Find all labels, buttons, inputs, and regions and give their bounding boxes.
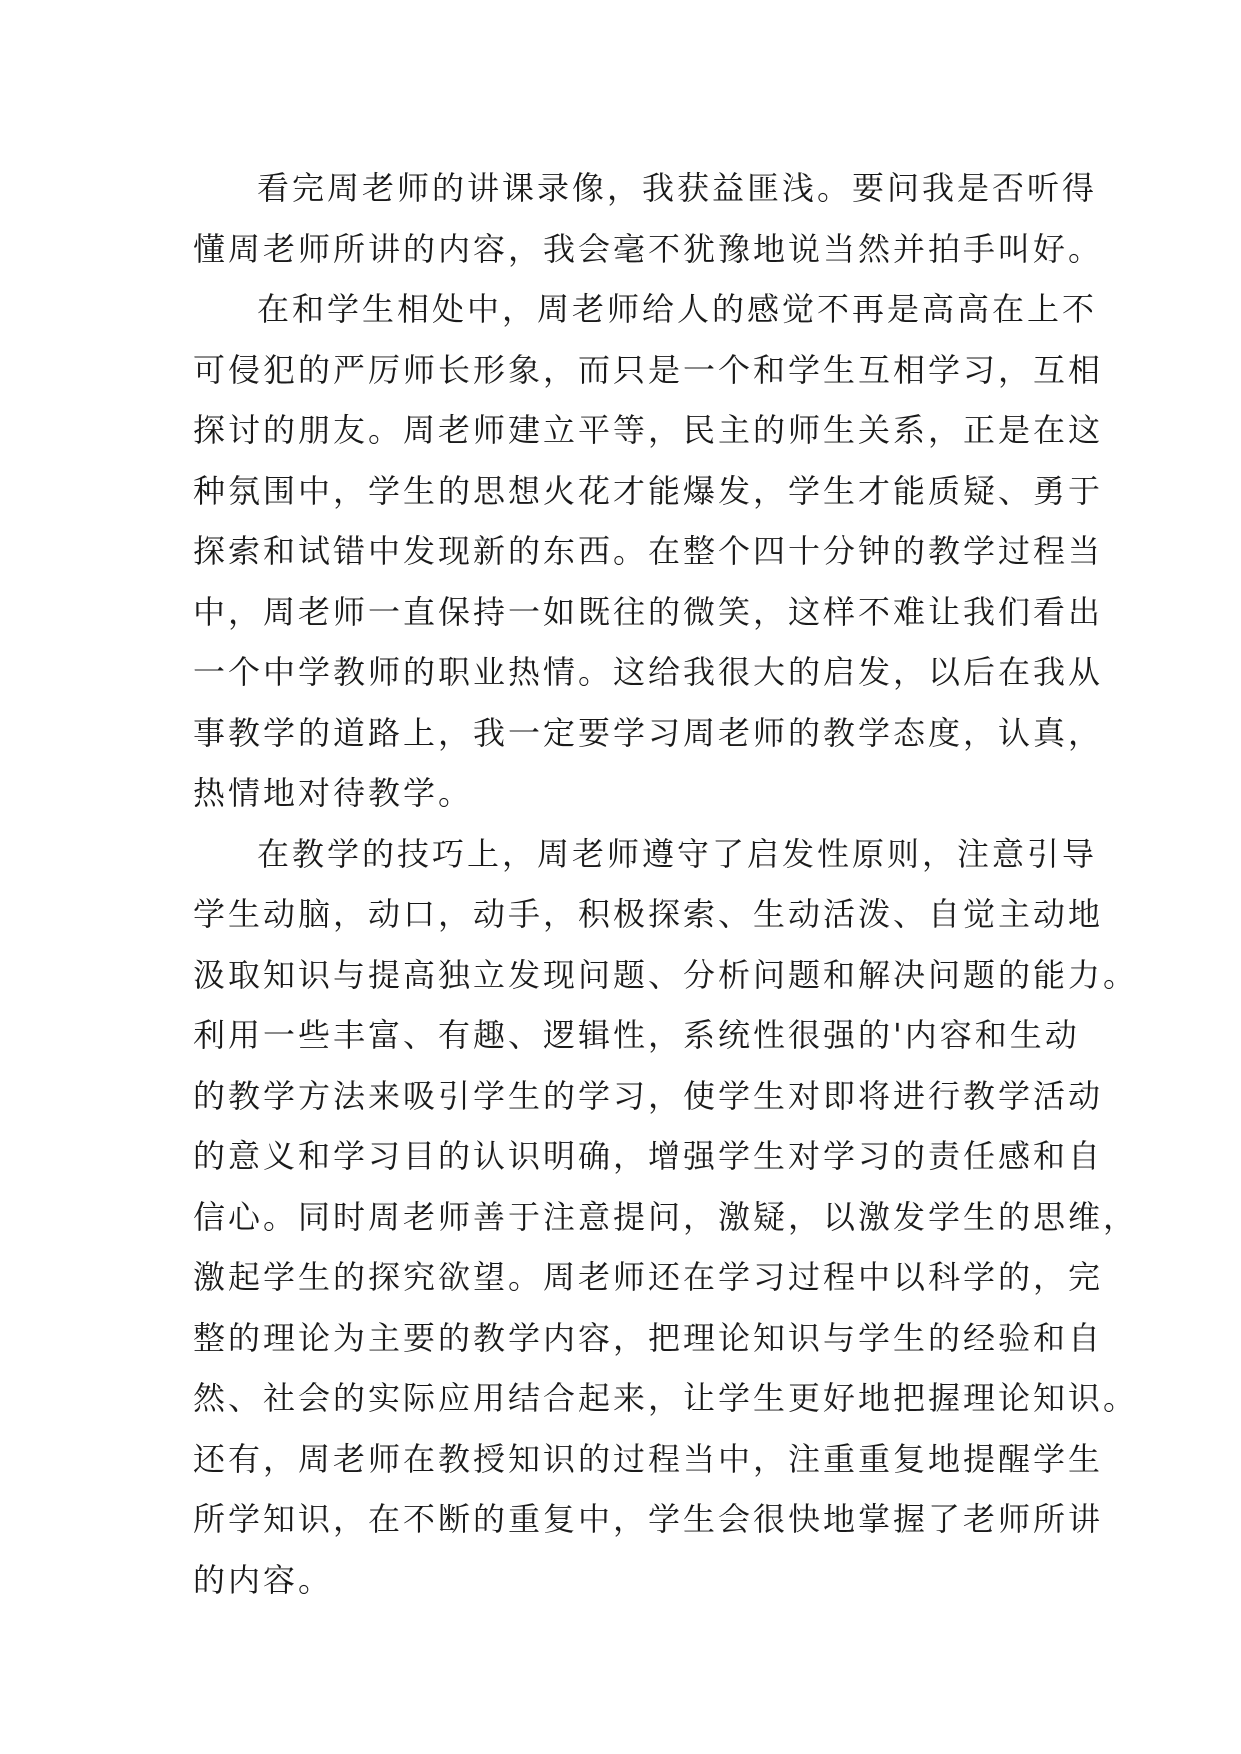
text-line: 的内容。 — [193, 1560, 334, 1599]
text-line: 可侵犯的严厉师长形象，而只是一个和学生互相学习，互相 — [193, 350, 1104, 389]
text-line: 还有，周老师在教授知识的过程当中，注重重复地提醒学生 — [193, 1439, 1104, 1478]
text-line: 所学知识，在不断的重复中，学生会很快地掌握了老师所讲 — [193, 1500, 1104, 1538]
document-page — [193, 158, 1139, 1610]
text-line: 在教学的技巧上，周老师遵守了启发性原则，注意引导 — [257, 834, 1098, 873]
text-line: 信心。同时周老师善于注意提问，激疑，以激发学生的思维， — [193, 1197, 1139, 1236]
text-line: 一个中学教师的职业热情。这给我很大的启发，以后在我从 — [193, 653, 1104, 691]
text-line: 的意义和学习目的认识明确，增强学生对学习的责任感和自 — [193, 1137, 1104, 1175]
text-line: 学生动脑，动口，动手，积极探索、生动活泼、自觉主动地 — [193, 895, 1104, 933]
text-line: 然、社会的实际应用结合起来，让学生更好地把握理论知识。 — [193, 1379, 1139, 1417]
text-line: 事教学的道路上，我一定要学习周老师的教学态度，认真， — [193, 713, 1104, 752]
text-line: 热情地对待教学。 — [193, 774, 474, 812]
text-line: 在和学生相处中，周老师给人的感觉不再是高高在上不 — [257, 290, 1098, 328]
text-line: 看完周老师的讲课录像，我获益匪浅。要问我是否听得 — [257, 169, 1098, 207]
text-line: 懂周老师所讲的内容，我会毫不犹豫地说当然并拍手叫好。 — [193, 229, 1104, 268]
paragraph-2 — [193, 279, 1104, 824]
paragraph-3 — [193, 824, 1139, 1611]
text-line: 整的理论为主要的教学内容，把理论知识与学生的经验和自 — [193, 1318, 1104, 1357]
paragraph-1 — [193, 158, 1104, 279]
text-line: 激起学生的探究欲望。周老师还在学习过程中以科学的，完 — [193, 1258, 1104, 1296]
text-line: 的教学方法来吸引学生的学习，使学生对即将进行教学活动 — [193, 1076, 1104, 1115]
text-line: 探索和试错中发现新的东西。在整个四十分钟的教学过程当 — [193, 532, 1104, 570]
text-line: 种氛围中，学生的思想火花才能爆发，学生才能质疑、勇于 — [193, 471, 1104, 510]
text-line: 利用一些丰富、有趣、逻辑性，系统性很强的'内容和生动 — [193, 1016, 1080, 1054]
text-line: 探讨的朋友。周老师建立平等，民主的师生关系，正是在这 — [193, 411, 1104, 449]
text-line: 汲取知识与提高独立发现问题、分析问题和解决问题的能力。 — [193, 955, 1139, 994]
text-line: 中，周老师一直保持一如既往的微笑，这样不难让我们看出 — [193, 592, 1104, 631]
